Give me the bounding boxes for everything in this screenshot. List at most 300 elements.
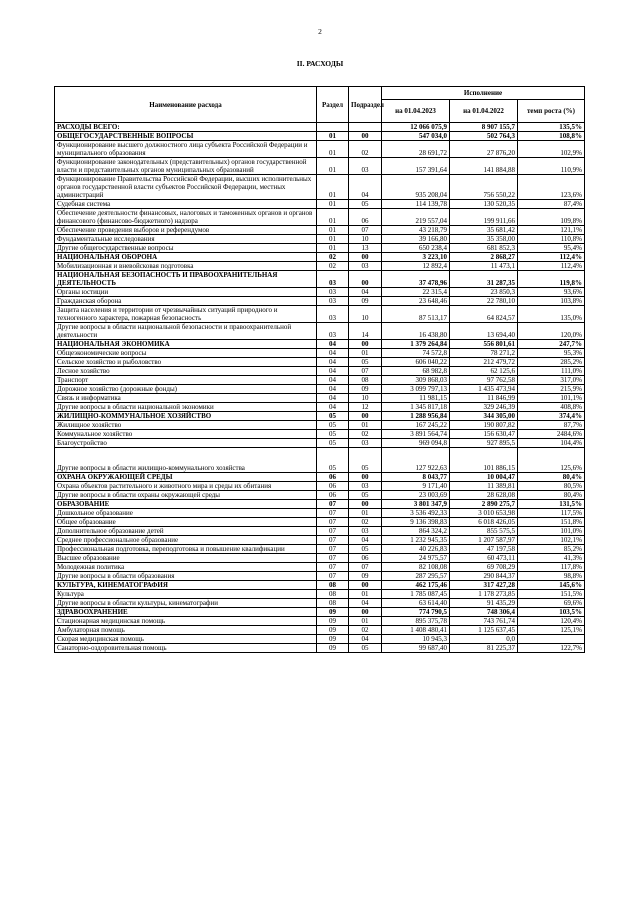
row-growth-rate: 2484,6% [518, 430, 585, 439]
row-subsection: 00 [349, 271, 382, 288]
row-value-2022: 47 197,58 [450, 545, 518, 554]
row-subsection: 10 [349, 306, 382, 323]
table-row [55, 563, 585, 572]
row-value-2023: 68 982,8 [382, 367, 450, 376]
table-body [55, 123, 585, 653]
row-value-2022: 156 630,47 [450, 430, 518, 439]
row-subsection: 06 [349, 209, 382, 226]
row-subsection: 05 [349, 491, 382, 500]
row-value-2023: 3 223,10 [382, 253, 450, 262]
table-row [55, 175, 585, 200]
row-name: НАЦИОНАЛЬНАЯ ЭКОНОМИКА [55, 340, 317, 349]
table-row [55, 132, 585, 141]
row-growth-rate: 87,7% [518, 421, 585, 430]
row-value-2023: 864 324,2 [382, 527, 450, 536]
table-row [55, 545, 585, 554]
row-value-2023: 39 166,80 [382, 235, 450, 244]
row-value-2023: 606 040,22 [382, 358, 450, 367]
row-subsection: 00 [349, 340, 382, 349]
row-growth-rate: 121,1% [518, 226, 585, 235]
row-value-2022: 23 850,3 [450, 288, 518, 297]
row-name: Обеспечение проведения выборов и референдумов [55, 226, 317, 235]
row-growth-rate: 215,9% [518, 385, 585, 394]
row-growth-rate: 131,5% [518, 500, 585, 509]
table-row [55, 617, 585, 626]
row-section: 04 [317, 340, 349, 349]
row-growth-rate: 145,6% [518, 581, 585, 590]
header-rate: темп роста (%) [518, 100, 585, 123]
row-value-2023: 8 043,77 [382, 473, 450, 482]
row-name: Высшее образование [55, 554, 317, 563]
row-growth-rate: 111,0% [518, 367, 585, 376]
row-section: 07 [317, 554, 349, 563]
row-value-2023: 1 232 945,35 [382, 536, 450, 545]
row-growth-rate: 98,8% [518, 572, 585, 581]
row-subsection: 02 [349, 626, 382, 635]
row-growth-rate: 102,1% [518, 536, 585, 545]
header-date1: на 01.04.2023 [382, 100, 450, 123]
row-value-2022: 13 694,40 [450, 323, 518, 340]
row-name: Другие вопросы в области образования [55, 572, 317, 581]
row-value-2023: 3 801 347,9 [382, 500, 450, 509]
row-growth-rate: 109,8% [518, 209, 585, 226]
table-row [55, 509, 585, 518]
row-growth-rate: 374,4% [518, 412, 585, 421]
row-value-2023: 87 513,17 [382, 306, 450, 323]
row-value-2022: 22 780,10 [450, 297, 518, 306]
row-name: Дошкольное образование [55, 509, 317, 518]
row-subsection: 00 [349, 412, 382, 421]
row-subsection: 03 [349, 158, 382, 175]
row-name: Молодежная политика [55, 563, 317, 572]
row-value-2022: 0,0 [450, 635, 518, 644]
row-value-2022: 101 886,15 [450, 448, 518, 473]
row-growth-rate: 112,4% [518, 262, 585, 271]
row-value-2022: 3 010 653,98 [450, 509, 518, 518]
row-value-2023: 3 891 564,74 [382, 430, 450, 439]
table-row [55, 412, 585, 421]
row-name: Связь и информатика [55, 394, 317, 403]
row-growth-rate: 408,8% [518, 403, 585, 412]
table-row [55, 491, 585, 500]
row-section: 07 [317, 536, 349, 545]
row-growth-rate: 317,0% [518, 376, 585, 385]
row-name: Судебная система [55, 200, 317, 209]
expenses-table [54, 86, 585, 653]
row-name: НАЦИОНАЛЬНАЯ ОБОРОНА [55, 253, 317, 262]
row-value-2023: 9 136 398,83 [382, 518, 450, 527]
row-name: Амбулаторная помощь [55, 626, 317, 635]
row-value-2022: 556 801,61 [450, 340, 518, 349]
table-row [55, 644, 585, 653]
row-value-2022: 212 479,72 [450, 358, 518, 367]
row-section: 04 [317, 403, 349, 412]
row-section: 09 [317, 635, 349, 644]
row-subsection: 09 [349, 385, 382, 394]
row-subsection: 02 [349, 430, 382, 439]
row-name: ОБРАЗОВАНИЕ [55, 500, 317, 509]
row-value-2022: 11 846,99 [450, 394, 518, 403]
table-row [55, 200, 585, 209]
table-row [55, 288, 585, 297]
row-name: Другие вопросы в области жилищно-коммунального хозяйства [55, 448, 317, 473]
table-row [55, 608, 585, 617]
row-name: ОХРАНА ОКРУЖАЮЩЕЙ СРЕДЫ [55, 473, 317, 482]
table-row [55, 323, 585, 340]
row-section: 06 [317, 473, 349, 482]
page-number: 2 [318, 27, 322, 36]
row-value-2023: 99 687,40 [382, 644, 450, 653]
row-section: 09 [317, 608, 349, 617]
row-growth-rate: 110,9% [518, 158, 585, 175]
row-name: Функционирование высшего должностного лица субъекта Российской Федерации и муниципального образования [55, 141, 317, 158]
row-name: Функционирование законодательных (представительных) органов государственной власти и представительных органов муниципальных образований [55, 158, 317, 175]
row-value-2022: 62 125,6 [450, 367, 518, 376]
row-subsection: 07 [349, 563, 382, 572]
row-name: Транспорт [55, 376, 317, 385]
row-section: 07 [317, 527, 349, 536]
row-name: Жилищное хозяйство [55, 421, 317, 430]
row-value-2022: 290 844,37 [450, 572, 518, 581]
row-value-2022: 681 852,3 [450, 244, 518, 253]
header-name: Наименование расхода [55, 87, 317, 123]
row-subsection [349, 123, 382, 132]
table-row [55, 385, 585, 394]
row-value-2023: 37 478,96 [382, 271, 450, 288]
row-name: Общеэкономические вопросы [55, 349, 317, 358]
row-subsection: 00 [349, 500, 382, 509]
row-value-2022: 81 225,37 [450, 644, 518, 653]
row-growth-rate: 108,8% [518, 132, 585, 141]
row-value-2022: 6 018 426,05 [450, 518, 518, 527]
row-value-2023: 774 790,5 [382, 608, 450, 617]
row-growth-rate: 123,6% [518, 175, 585, 200]
table-row [55, 626, 585, 635]
row-subsection: 04 [349, 536, 382, 545]
table-row [55, 473, 585, 482]
row-value-2023: 287 295,57 [382, 572, 450, 581]
row-value-2023: 3 099 797,13 [382, 385, 450, 394]
header-date2: на 01.04.2022 [450, 100, 518, 123]
row-section: 03 [317, 306, 349, 323]
row-section: 01 [317, 244, 349, 253]
table-row [55, 421, 585, 430]
row-name: Общее образование [55, 518, 317, 527]
table-row [55, 262, 585, 271]
table-row [55, 527, 585, 536]
row-section: 01 [317, 158, 349, 175]
row-name: РАСХОДЫ ВСЕГО: [55, 123, 317, 132]
row-value-2022: 317 427,28 [450, 581, 518, 590]
row-section: 07 [317, 545, 349, 554]
row-name: Другие вопросы в области культуры, кинематографии [55, 599, 317, 608]
row-name: ЖИЛИЩНО-КОММУНАЛЬНОЕ ХОЗЯЙСТВО [55, 412, 317, 421]
row-subsection: 01 [349, 349, 382, 358]
row-growth-rate: 103,5% [518, 608, 585, 617]
row-growth-rate: 102,9% [518, 141, 585, 158]
row-value-2023: 11 981,15 [382, 394, 450, 403]
row-value-2022: 2 868,27 [450, 253, 518, 262]
row-value-2022: 1 178 273,85 [450, 590, 518, 599]
row-value-2022: 27 876,20 [450, 141, 518, 158]
row-growth-rate: 101,1% [518, 394, 585, 403]
row-name: Профессиональная подготовка, переподготовка и повышение квалификации [55, 545, 317, 554]
row-growth-rate: 117,8% [518, 563, 585, 572]
row-section: 01 [317, 226, 349, 235]
row-value-2022: 1 207 587,97 [450, 536, 518, 545]
table-row [55, 430, 585, 439]
row-growth-rate: 110,8% [518, 235, 585, 244]
row-subsection: 14 [349, 323, 382, 340]
table-row [55, 141, 585, 158]
row-value-2022: 60 473,11 [450, 554, 518, 563]
row-name: Сельское хозяйство и рыболовство [55, 358, 317, 367]
row-growth-rate: 119,8% [518, 271, 585, 288]
row-value-2022: 2 890 275,7 [450, 500, 518, 509]
row-section: 01 [317, 235, 349, 244]
row-value-2023: 16 438,80 [382, 323, 450, 340]
row-value-2023: 309 868,03 [382, 376, 450, 385]
row-value-2023: 43 218,79 [382, 226, 450, 235]
row-growth-rate: 103,8% [518, 297, 585, 306]
row-value-2023: 1 408 480,41 [382, 626, 450, 635]
row-name: ЗДРАВООХРАНЕНИЕ [55, 608, 317, 617]
row-value-2023: 650 238,4 [382, 244, 450, 253]
row-section: 05 [317, 448, 349, 473]
row-section: 02 [317, 262, 349, 271]
row-name: Фундаментальные исследования [55, 235, 317, 244]
row-growth-rate: 80,5% [518, 482, 585, 491]
row-subsection: 08 [349, 376, 382, 385]
row-name: Стационарная медицинская помощь [55, 617, 317, 626]
row-subsection: 04 [349, 288, 382, 297]
row-value-2022: 190 807,82 [450, 421, 518, 430]
row-subsection: 02 [349, 141, 382, 158]
row-subsection: 00 [349, 473, 382, 482]
row-growth-rate: 120,0% [518, 323, 585, 340]
row-section: 05 [317, 430, 349, 439]
row-value-2022: 756 550,22 [450, 175, 518, 200]
row-value-2022: 11 389,81 [450, 482, 518, 491]
table-row [55, 367, 585, 376]
table-row [55, 209, 585, 226]
row-value-2022: 35 681,42 [450, 226, 518, 235]
row-value-2023: 12 066 075,9 [382, 123, 450, 132]
table-row [55, 376, 585, 385]
row-subsection: 10 [349, 235, 382, 244]
row-growth-rate: 93,6% [518, 288, 585, 297]
row-section: 07 [317, 500, 349, 509]
table-row [55, 349, 585, 358]
table-row [55, 358, 585, 367]
row-section: 07 [317, 509, 349, 518]
row-value-2023: 1 288 956,84 [382, 412, 450, 421]
row-section: 04 [317, 358, 349, 367]
row-value-2023: 23 648,46 [382, 297, 450, 306]
row-growth-rate: 247,7% [518, 340, 585, 349]
table-row [55, 635, 585, 644]
row-growth-rate: 122,7% [518, 644, 585, 653]
row-value-2022: 130 520,35 [450, 200, 518, 209]
row-value-2023: 82 108,08 [382, 563, 450, 572]
row-subsection: 04 [349, 175, 382, 200]
row-section: 02 [317, 253, 349, 262]
row-name: КУЛЬТУРА, КИНЕМАТОГРАФИЯ [55, 581, 317, 590]
row-subsection: 09 [349, 297, 382, 306]
table-row [55, 590, 585, 599]
table-row [55, 271, 585, 288]
row-section: 01 [317, 200, 349, 209]
row-subsection: 03 [349, 262, 382, 271]
row-growth-rate: 135,0% [518, 306, 585, 323]
row-subsection: 05 [349, 358, 382, 367]
row-subsection: 00 [349, 253, 382, 262]
row-subsection: 01 [349, 509, 382, 518]
row-subsection: 12 [349, 403, 382, 412]
row-value-2022: 502 764,3 [450, 132, 518, 141]
row-growth-rate: 85,2% [518, 545, 585, 554]
row-value-2022: 10 004,47 [450, 473, 518, 482]
table-row [55, 448, 585, 473]
row-value-2023: 12 892,4 [382, 262, 450, 271]
row-subsection: 05 [349, 200, 382, 209]
row-value-2023: 40 226,83 [382, 545, 450, 554]
row-subsection: 05 [349, 448, 382, 473]
row-subsection: 02 [349, 518, 382, 527]
table-row [55, 235, 585, 244]
row-section: 08 [317, 581, 349, 590]
row-value-2023: 22 315,4 [382, 288, 450, 297]
row-value-2023: 935 208,04 [382, 175, 450, 200]
row-section: 04 [317, 394, 349, 403]
row-section: 03 [317, 271, 349, 288]
row-value-2023: 23 003,69 [382, 491, 450, 500]
row-section: 05 [317, 439, 349, 448]
row-growth-rate: 285,2% [518, 358, 585, 367]
row-subsection: 05 [349, 644, 382, 653]
row-name: Гражданская оборона [55, 297, 317, 306]
row-subsection: 00 [349, 608, 382, 617]
row-subsection: 03 [349, 439, 382, 448]
row-value-2022: 141 884,88 [450, 158, 518, 175]
row-value-2022: 35 358,00 [450, 235, 518, 244]
row-value-2023: 9 171,40 [382, 482, 450, 491]
row-value-2022: 329 246,39 [450, 403, 518, 412]
table-row [55, 158, 585, 175]
row-value-2022: 8 907 155,7 [450, 123, 518, 132]
row-value-2023: 28 691,72 [382, 141, 450, 158]
row-growth-rate: 41,3% [518, 554, 585, 563]
row-value-2023: 157 391,64 [382, 158, 450, 175]
row-growth-rate: 87,4% [518, 200, 585, 209]
row-growth-rate: 125,1% [518, 626, 585, 635]
table-row [55, 306, 585, 323]
row-name: Лесное хозяйство [55, 367, 317, 376]
row-name: Защита населения и территории от чрезвычайных ситуаций природного и техногенного характера, пожарная безопасность [55, 306, 317, 323]
row-name: Среднее профессиональное образование [55, 536, 317, 545]
row-section: 03 [317, 288, 349, 297]
table-row [55, 536, 585, 545]
row-growth-rate: 151,8% [518, 518, 585, 527]
row-growth-rate: 125,6% [518, 448, 585, 473]
row-value-2022: 1 125 637,45 [450, 626, 518, 635]
row-name: Дорожное хозяйство (дорожные фонды) [55, 385, 317, 394]
row-value-2022: 31 287,35 [450, 271, 518, 288]
row-subsection: 03 [349, 527, 382, 536]
row-subsection: 00 [349, 132, 382, 141]
row-growth-rate [518, 635, 585, 644]
table-row [55, 599, 585, 608]
row-section: 04 [317, 385, 349, 394]
table-row [55, 394, 585, 403]
row-section: 01 [317, 141, 349, 158]
header-section: Раздел [317, 87, 349, 123]
row-section: 07 [317, 518, 349, 527]
row-section: 04 [317, 367, 349, 376]
row-value-2023: 219 557,04 [382, 209, 450, 226]
row-subsection: 10 [349, 394, 382, 403]
row-section: 03 [317, 323, 349, 340]
row-growth-rate: 95,4% [518, 244, 585, 253]
row-value-2023: 969 094,8 [382, 439, 450, 448]
row-growth-rate: 120,4% [518, 617, 585, 626]
row-subsection: 07 [349, 226, 382, 235]
row-value-2022: 97 762,58 [450, 376, 518, 385]
row-value-2023: 167 245,22 [382, 421, 450, 430]
row-subsection: 00 [349, 581, 382, 590]
row-section: 09 [317, 644, 349, 653]
row-subsection: 13 [349, 244, 382, 253]
row-subsection: 09 [349, 572, 382, 581]
row-value-2023: 547 034,0 [382, 132, 450, 141]
row-value-2022: 64 824,57 [450, 306, 518, 323]
row-value-2023: 24 975,57 [382, 554, 450, 563]
section-title: II. РАСХОДЫ [296, 59, 344, 68]
row-section [317, 123, 349, 132]
row-subsection: 01 [349, 590, 382, 599]
row-section: 09 [317, 626, 349, 635]
table-row [55, 253, 585, 262]
row-name: Мобилизационная и вневойсковая подготовка [55, 262, 317, 271]
row-value-2022: 927 895,5 [450, 439, 518, 448]
row-value-2022: 743 761,74 [450, 617, 518, 626]
row-value-2023: 63 614,40 [382, 599, 450, 608]
row-section: 08 [317, 599, 349, 608]
row-name: Другие вопросы в области национальной экономики [55, 403, 317, 412]
row-name: Благоустройство [55, 439, 317, 448]
row-value-2022: 199 911,66 [450, 209, 518, 226]
row-name: Санаторно-оздоровительная помощь [55, 644, 317, 653]
row-subsection: 04 [349, 599, 382, 608]
row-section: 04 [317, 376, 349, 385]
row-value-2023: 462 175,46 [382, 581, 450, 590]
row-name: Обеспечение деятельности финансовых, налоговых и таможенных органов и органов финансового (финансово-бюджетного) надзора [55, 209, 317, 226]
row-growth-rate: 80,4% [518, 491, 585, 500]
row-section: 01 [317, 209, 349, 226]
row-value-2023: 1 785 087,45 [382, 590, 450, 599]
row-section: 04 [317, 349, 349, 358]
table-row [55, 297, 585, 306]
row-name: Культура [55, 590, 317, 599]
table-row [55, 572, 585, 581]
row-name: Другие общегосударственные вопросы [55, 244, 317, 253]
row-name: ОБЩЕГОСУДАРСТВЕННЫЕ ВОПРОСЫ [55, 132, 317, 141]
row-section: 06 [317, 482, 349, 491]
table-row [55, 439, 585, 448]
table-row [55, 500, 585, 509]
row-value-2023: 114 139,78 [382, 200, 450, 209]
row-growth-rate: 104,4% [518, 439, 585, 448]
